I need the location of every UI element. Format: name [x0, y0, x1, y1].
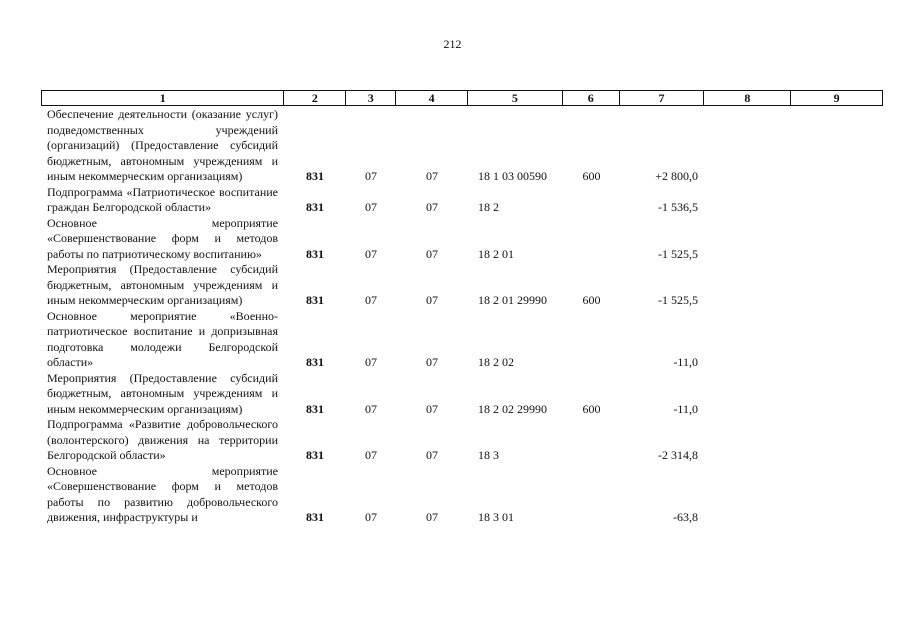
row-ministry-code: 831	[306, 169, 324, 183]
row-description: Обеспечение деятельности (оказание услуг) подведомственных учреждений (организаций) (Предоставление субсидий бюджетным, автономным учреждениям и иным некоммерческим организациям)	[47, 107, 278, 183]
table-row	[41, 107, 883, 185]
row-subsection: 07	[426, 200, 438, 214]
row-ministry-code: 831	[306, 448, 324, 462]
row-amount: -1 525,5	[658, 246, 698, 261]
table-body	[41, 107, 883, 526]
row-amount: -1 525,5	[658, 293, 698, 307]
row-amount: -63,8	[673, 510, 698, 524]
table-row	[41, 371, 883, 418]
row-target-article: 18 3	[478, 448, 499, 462]
row-subsection: 07	[426, 448, 438, 462]
row-section: 07	[365, 401, 377, 416]
row-section: 07	[365, 246, 377, 261]
row-description: Подпрограмма «Патриотическое воспитание граждан Белгородской области»	[47, 184, 278, 214]
row-subsection: 07	[426, 401, 438, 416]
row-description: Основное мероприятие «Военно-патриотическое воспитание и допризывная подготовка молодежи Белгородской области»	[47, 308, 278, 369]
row-amount: -2 314,8	[658, 448, 698, 462]
row-description: Мероприятия (Предоставление субсидий бюджетным, автономным учреждениям и иным некоммерческим организациям)	[47, 370, 278, 416]
page-number: 212	[443, 37, 462, 51]
row-ministry-code: 831	[306, 355, 324, 369]
header-col-4: 4	[396, 91, 468, 105]
row-ministry-code: 831	[306, 401, 324, 416]
row-section: 07	[365, 200, 377, 214]
table-row	[41, 185, 883, 216]
table-row	[41, 216, 883, 263]
header-col-6: 6	[563, 91, 620, 105]
row-description: Подпрограмма «Развитие добровольческого (волонтерского) движения на территории Белгородской области»	[47, 417, 278, 462]
row-subsection: 07	[426, 510, 438, 524]
row-amount: -11,0	[673, 355, 698, 369]
row-description: Основное мероприятие «Совершенствование форм и методов работы по патриотическому воспитанию»	[47, 215, 278, 261]
header-col-5: 5	[468, 91, 563, 105]
header-col-1: 1	[42, 91, 284, 105]
row-section: 07	[365, 169, 377, 183]
row-ministry-code: 831	[306, 246, 324, 261]
table-header	[41, 90, 883, 106]
header-col-7: 7	[620, 91, 705, 105]
header-col-8: 8	[704, 91, 791, 105]
row-ministry-code: 831	[306, 293, 324, 307]
row-subsection: 07	[426, 169, 438, 183]
row-amount: -11,0	[673, 401, 698, 416]
row-target-article: 18 3 01	[478, 510, 514, 524]
row-subsection: 07	[426, 246, 438, 261]
row-subsection: 07	[426, 355, 438, 369]
row-section: 07	[365, 448, 377, 462]
row-ministry-code: 831	[306, 510, 324, 524]
row-expense-type: 600	[582, 401, 601, 416]
row-section: 07	[365, 510, 377, 524]
table-row	[41, 309, 883, 371]
row-target-article: 18 2 01 29990	[478, 293, 547, 307]
header-col-3: 3	[346, 91, 396, 105]
row-target-article: 18 2 02 29990	[478, 401, 547, 416]
header-col-2: 2	[284, 91, 346, 105]
row-target-article: 18 2 01	[478, 246, 514, 261]
row-target-article: 18 2	[478, 200, 499, 214]
row-ministry-code: 831	[306, 200, 324, 214]
row-expense-type: 600	[582, 169, 601, 183]
row-expense-type: 600	[582, 293, 601, 307]
header-col-9: 9	[833, 91, 840, 105]
row-amount: -1 536,5	[658, 200, 698, 214]
table-row	[41, 464, 883, 526]
row-description: Мероприятия (Предоставление субсидий бюджетным, автономным учреждениям и иным некоммерческим организациям)	[47, 262, 278, 307]
row-section: 07	[365, 293, 377, 307]
row-subsection: 07	[426, 293, 438, 307]
row-section: 07	[365, 355, 377, 369]
table-row	[41, 262, 883, 309]
row-description: Основное мероприятие «Совершенствование форм и методов работы по развитию добровольческого движения, инфраструктуры и	[47, 463, 278, 524]
row-target-article: 18 1 03 00590	[478, 169, 547, 183]
row-target-article: 18 2 02	[478, 355, 514, 369]
table-row	[41, 417, 883, 464]
row-amount: +2 800,0	[655, 169, 698, 183]
